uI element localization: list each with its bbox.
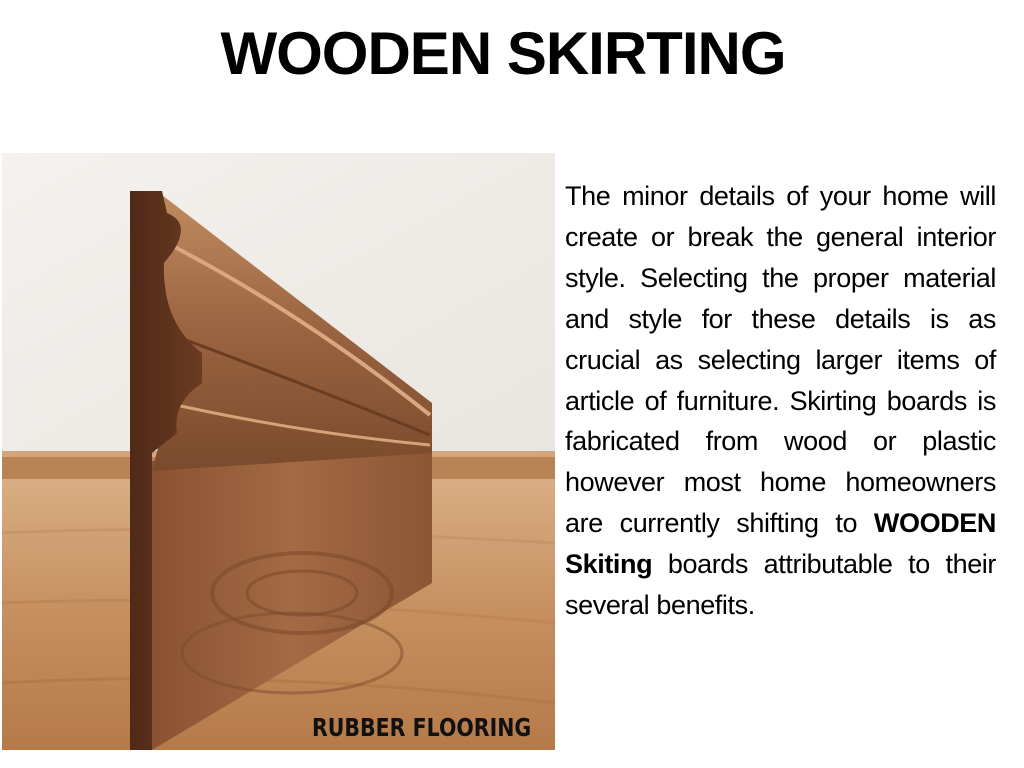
body-text-end: boards attributable to their several benefits. bbox=[565, 549, 996, 621]
body-text-start: The minor details of your home will create or break the general interior style. Selecting the proper material and style for these details is as crucial as selecting larger items of article of furniture. Skirting boards is fabricated from wood or plastic however most home homeowners are currently shifting to bbox=[565, 181, 996, 539]
watermark-text: RUBBER FLOORING bbox=[312, 713, 532, 742]
body-text-bold: WOODEN Skiting bbox=[565, 508, 996, 580]
slide-title: WOODEN SKIRTING bbox=[220, 20, 786, 87]
body-paragraph bbox=[565, 176, 996, 626]
skirting-board-photo bbox=[2, 153, 555, 750]
